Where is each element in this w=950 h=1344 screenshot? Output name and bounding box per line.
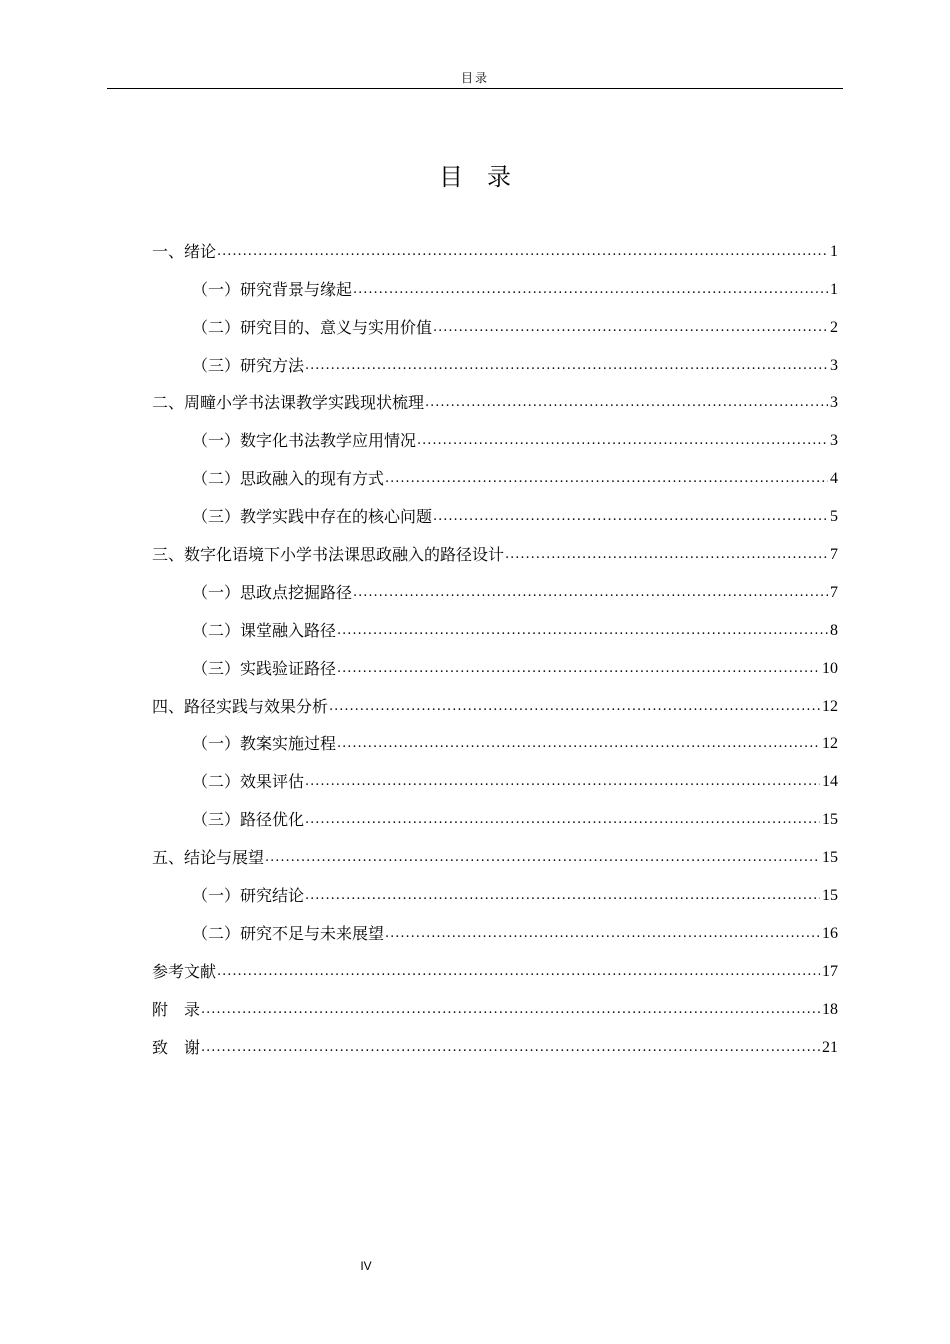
toc-entry[interactable] xyxy=(152,1024,838,1062)
toc-entry[interactable] xyxy=(152,986,838,1024)
toc-entry[interactable] xyxy=(152,910,838,948)
toc-entry-label: （一）思政点挖掘路径 xyxy=(192,582,353,602)
toc-dot-leader xyxy=(337,655,820,683)
toc-dot-leader xyxy=(425,389,828,417)
toc-entry-label: （三）研究方法 xyxy=(192,355,305,375)
page-title: 目 录 xyxy=(439,163,511,191)
toc-entry-label: 五、结论与展望 xyxy=(152,848,265,868)
toc-dot-leader xyxy=(337,617,828,645)
toc-entry[interactable] xyxy=(152,493,838,531)
toc-dot-leader xyxy=(433,314,828,342)
toc-entry[interactable] xyxy=(152,834,838,872)
toc-dot-leader xyxy=(353,579,828,607)
toc-entry-page: 18 xyxy=(822,1000,838,1018)
toc-entry[interactable] xyxy=(152,796,838,834)
toc-entry-label: （二）研究目的、意义与实用价值 xyxy=(192,317,433,337)
toc-entry-page: 15 xyxy=(822,811,838,829)
toc-entry-page: 7 xyxy=(830,546,838,564)
toc-entry-page: 16 xyxy=(822,924,838,942)
toc-dot-leader xyxy=(433,503,828,531)
toc-entry-page: 2 xyxy=(830,318,838,336)
page-number: IV xyxy=(360,1259,372,1273)
toc-entry-label: 参考文献 xyxy=(152,961,217,981)
header-rule xyxy=(107,88,843,89)
toc-dot-leader xyxy=(329,693,820,721)
toc-entry[interactable] xyxy=(152,872,838,910)
toc-dot-leader xyxy=(305,352,828,380)
toc-entry-page: 10 xyxy=(822,659,838,677)
toc-entry-page: 12 xyxy=(822,735,838,753)
toc-dot-leader xyxy=(265,844,820,872)
toc-entry[interactable] xyxy=(152,721,838,759)
toc-entry[interactable] xyxy=(152,758,838,796)
toc-entry-label: 附 录 xyxy=(152,999,201,1019)
toc-entry[interactable] xyxy=(152,531,838,569)
toc-entry-page: 3 xyxy=(830,356,838,374)
toc-entry-page: 14 xyxy=(822,773,838,791)
toc-entry-label: （二）课堂融入路径 xyxy=(192,620,337,640)
toc-entry-label: 二、周疃小学书法课教学实践现状梳理 xyxy=(152,393,425,413)
toc-dot-leader xyxy=(201,1034,820,1062)
toc-dot-leader xyxy=(505,541,828,569)
toc-entry-label: 致 谢 xyxy=(152,1037,201,1057)
toc-dot-leader xyxy=(353,276,828,304)
toc-dot-leader xyxy=(201,996,820,1024)
toc-dot-leader xyxy=(217,958,820,986)
toc-dot-leader xyxy=(385,920,820,948)
toc-entry-page: 8 xyxy=(830,621,838,639)
toc-entry-page: 17 xyxy=(822,962,838,980)
toc-entry[interactable] xyxy=(152,304,838,342)
toc-dot-leader xyxy=(385,465,828,493)
toc-entry-label: （二）效果评估 xyxy=(192,772,305,792)
toc-entry-page: 12 xyxy=(822,697,838,715)
toc-entry-label: （三）教学实践中存在的核心问题 xyxy=(192,507,433,527)
toc-entry-page: 1 xyxy=(830,242,838,260)
toc-entry-label: （二）研究不足与未来展望 xyxy=(192,923,385,943)
toc-dot-leader xyxy=(305,806,820,834)
toc-entry-label: （一）教案实施过程 xyxy=(192,734,337,754)
toc-entry[interactable] xyxy=(152,342,838,380)
toc-entry[interactable] xyxy=(152,607,838,645)
toc-entry[interactable] xyxy=(152,228,838,266)
toc-entry[interactable] xyxy=(152,948,838,986)
toc-entry-page: 1 xyxy=(830,280,838,298)
toc-dot-leader xyxy=(305,768,820,796)
toc-entry-page: 3 xyxy=(830,394,838,412)
toc-entry[interactable] xyxy=(152,417,838,455)
toc-entry-label: （三）实践验证路径 xyxy=(192,658,337,678)
toc-entry-label: （一）研究结论 xyxy=(192,886,305,906)
toc-dot-leader xyxy=(337,730,820,758)
toc-entry-page: 5 xyxy=(830,508,838,526)
toc-dot-leader xyxy=(305,882,820,910)
toc-entry-page: 21 xyxy=(822,1038,838,1056)
toc-entry[interactable] xyxy=(152,645,838,683)
toc-entry-page: 7 xyxy=(830,583,838,601)
toc-entry-page: 15 xyxy=(822,887,838,905)
toc-entry-label: （三）路径优化 xyxy=(192,810,305,830)
running-header: 目录 xyxy=(460,71,489,85)
toc-entry-page: 4 xyxy=(830,470,838,488)
toc-dot-leader xyxy=(217,238,828,266)
toc-entry[interactable] xyxy=(152,569,838,607)
toc-entry-label: （二）思政融入的现有方式 xyxy=(192,469,385,489)
toc-entry-label: 一、绪论 xyxy=(152,241,217,261)
toc-entry[interactable] xyxy=(152,266,838,304)
toc-entry-label: 四、路径实践与效果分析 xyxy=(152,696,329,716)
toc-entry-page: 15 xyxy=(822,849,838,867)
toc-entry[interactable] xyxy=(152,683,838,721)
toc-entry-page: 3 xyxy=(830,432,838,450)
toc-dot-leader xyxy=(417,427,828,455)
toc-entry-label: （一）数字化书法教学应用情况 xyxy=(192,431,417,451)
toc-entry[interactable] xyxy=(152,380,838,418)
table-of-contents xyxy=(152,228,838,1062)
toc-entry[interactable] xyxy=(152,455,838,493)
toc-entry-label: （一）研究背景与缘起 xyxy=(192,279,353,299)
toc-entry-label: 三、数字化语境下小学书法课思政融入的路径设计 xyxy=(152,545,505,565)
